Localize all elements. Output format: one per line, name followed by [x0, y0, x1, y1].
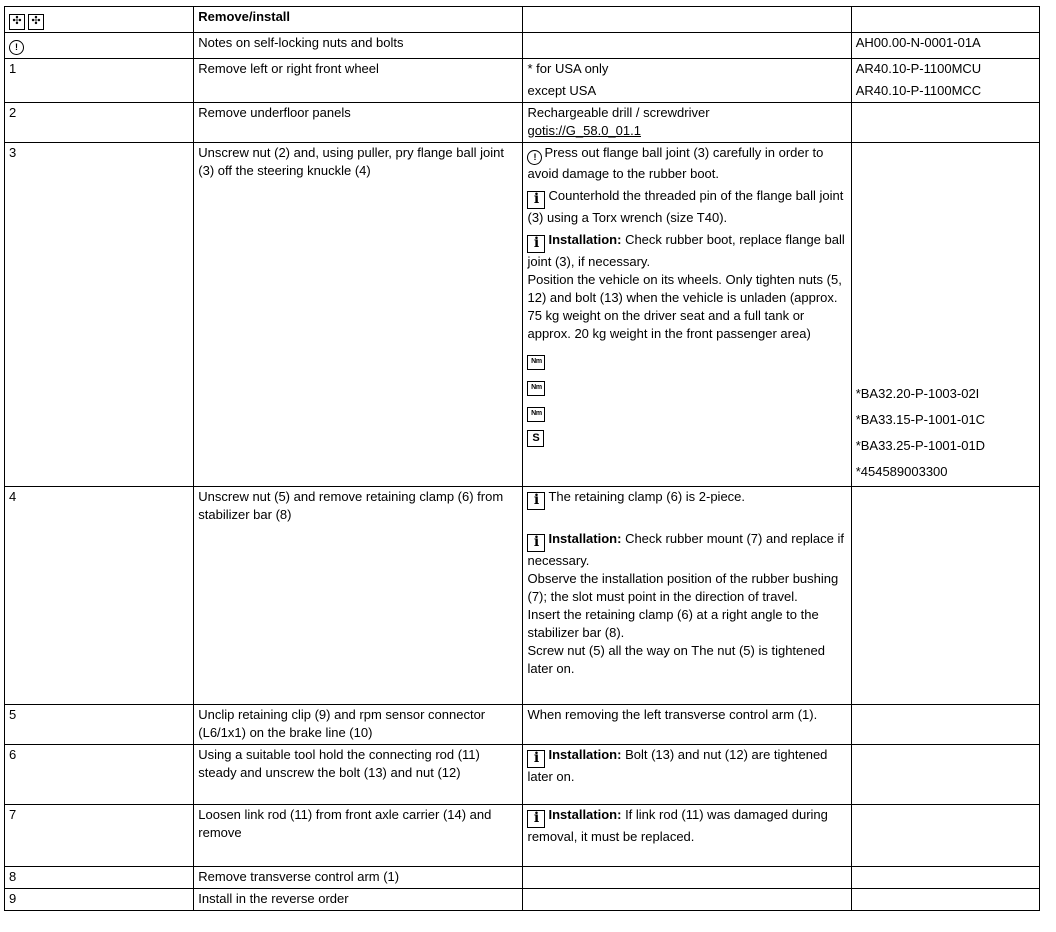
reference-cell	[851, 143, 1039, 487]
info-icon: i	[527, 810, 545, 828]
reference-cell	[851, 889, 1039, 911]
action-cell: Unscrew nut (2) and, using puller, pry flange ball joint (3) off the steering knuckle (4)	[194, 143, 523, 487]
table-row	[5, 705, 1040, 745]
step-cell	[5, 33, 194, 59]
installation-note-detail: Observe the installation position of the rubber bushing (7); the slot must point in the direction of travel.	[527, 571, 839, 604]
table-row	[5, 805, 1040, 867]
header-title: Remove/install	[194, 7, 523, 33]
info-icon: i	[527, 235, 545, 253]
installation-note-detail: Screw nut (5) all the way on The nut (5) is tightened later on.	[527, 643, 825, 676]
action-cell: Remove underfloor panels	[194, 103, 523, 143]
action-cell: Using a suitable tool hold the connecting rod (11) steady and unscrew the bolt (13) and nut (12)	[194, 745, 523, 805]
header-empty-cell	[851, 7, 1039, 33]
step-number: 6	[5, 745, 194, 805]
notes-cell	[523, 33, 851, 59]
notes-cell: When removing the left transverse control arm (1).	[523, 705, 851, 745]
action-cell: Notes on self-locking nuts and bolts	[194, 33, 523, 59]
notes-cell	[523, 745, 851, 805]
reference-link[interactable]: AR40.10-P-1100MCC	[855, 83, 982, 98]
table-row	[5, 889, 1040, 911]
installation-note: i Installation: If link rod (11) was damaged during removal, it must be replaced.	[527, 807, 828, 844]
torque-wrench-icon[interactable]: Nm	[527, 407, 545, 422]
notes-cell	[523, 805, 851, 867]
reference-cell	[851, 33, 1039, 59]
reference-link[interactable]: *BA32.20-P-1003-02I	[855, 386, 980, 401]
expand-icon[interactable]: ✣	[28, 14, 44, 30]
reference-link[interactable]: *BA33.25-P-1001-01D	[855, 438, 986, 453]
reference-cell	[851, 103, 1039, 143]
installation-note: i Installation: Check rubber mount (7) and replace if necessary.	[527, 531, 845, 568]
step-number: 8	[5, 867, 194, 889]
reference-cell	[851, 59, 1039, 103]
installation-note-detail: Position the vehicle on its wheels. Only tighten nuts (5, 12) and bolt (13) when the vehicle is unladen (approx. 75 kg weight on the driver seat and a full tank or approx. 20 kg weight in the front passenger area)	[527, 272, 842, 341]
step-number: 2	[5, 103, 194, 143]
info-note: i The retaining clamp (6) is 2-piece.	[527, 488, 847, 510]
step-number: 4	[5, 487, 194, 705]
action-cell: Remove left or right front wheel	[194, 59, 523, 103]
notes-cell	[523, 867, 851, 889]
tool-note: Rechargeable drill / screwdriver	[527, 105, 710, 120]
info-icon: i	[527, 750, 545, 768]
notes-cell	[523, 143, 851, 487]
danger-note-icon: !	[9, 40, 24, 55]
info-icon: i	[527, 191, 545, 209]
torque-wrench-icon[interactable]: Nm	[527, 381, 545, 396]
action-cell: Unclip retaining clip (9) and rpm sensor connector (L6/1x1) on the brake line (10)	[194, 705, 523, 745]
danger-note: ! Press out flange ball joint (3) carefully in order to avoid damage to the rubber boot.	[527, 145, 824, 181]
reference-link[interactable]: *BA33.15-P-1001-01C	[855, 412, 986, 427]
header-empty-cell	[523, 7, 851, 33]
danger-note-icon: !	[527, 150, 542, 165]
gotis-link[interactable]: gotis://G_58.0_01.1	[527, 123, 641, 138]
note-line: * for USA only	[527, 61, 609, 76]
table-row	[5, 745, 1040, 805]
reference-link[interactable]: AR40.10-P-1100MCU	[855, 61, 982, 76]
step-number: 3	[5, 143, 194, 487]
step-number: 5	[5, 705, 194, 745]
notes-cell	[523, 889, 851, 911]
info-icon: i	[527, 534, 545, 552]
reference-link[interactable]: AH00.00-N-0001-01A	[855, 35, 981, 50]
torque-spec-line	[527, 399, 847, 425]
table-row	[5, 143, 1040, 487]
notes-cell	[523, 59, 851, 103]
info-note: i Counterhold the threaded pin of the flange ball joint (3) using a Torx wrench (size T40).	[527, 188, 844, 225]
reference-cell	[851, 705, 1039, 745]
torque-spec-line	[527, 373, 847, 399]
installation-note: i Installation: Check rubber boot, replace flange ball joint (3), if necessary.	[527, 232, 845, 269]
reference-spacer	[856, 144, 1036, 384]
table-row	[5, 867, 1040, 889]
reference-cell	[851, 487, 1039, 705]
reference-link[interactable]: *454589003300	[855, 464, 948, 479]
installation-note: i Installation: Bolt (13) and nut (12) are tightened later on.	[527, 747, 828, 784]
installation-note-detail: Insert the retaining clamp (6) at a right angle to the stabilizer bar (8).	[527, 607, 819, 640]
table-header-row	[5, 7, 1040, 33]
notes-cell	[523, 487, 851, 705]
step-number: 1	[5, 59, 194, 103]
torque-spec-line	[527, 347, 847, 373]
action-cell: Install in the reverse order	[194, 889, 523, 911]
table-row	[5, 103, 1040, 143]
notes-cell	[523, 103, 851, 143]
torque-wrench-icon[interactable]: Nm	[527, 355, 545, 370]
special-tool-line	[527, 425, 847, 447]
info-icon: i	[527, 492, 545, 510]
action-cell: Loosen link rod (11) from front axle carrier (14) and remove	[194, 805, 523, 867]
procedure-table	[4, 6, 1040, 911]
special-tool-icon[interactable]: S	[527, 430, 544, 447]
reference-cell	[851, 745, 1039, 805]
action-cell: Unscrew nut (5) and remove retaining clamp (6) from stabilizer bar (8)	[194, 487, 523, 705]
table-row	[5, 33, 1040, 59]
note-line: except USA	[527, 83, 597, 98]
step-number: 9	[5, 889, 194, 911]
header-icons-cell	[5, 7, 194, 33]
table-row	[5, 487, 1040, 705]
table-row	[5, 59, 1040, 103]
reference-cell	[851, 867, 1039, 889]
step-number: 7	[5, 805, 194, 867]
action-cell: Remove transverse control arm (1)	[194, 867, 523, 889]
reference-cell	[851, 805, 1039, 867]
expand-icon[interactable]: ✣	[9, 14, 25, 30]
